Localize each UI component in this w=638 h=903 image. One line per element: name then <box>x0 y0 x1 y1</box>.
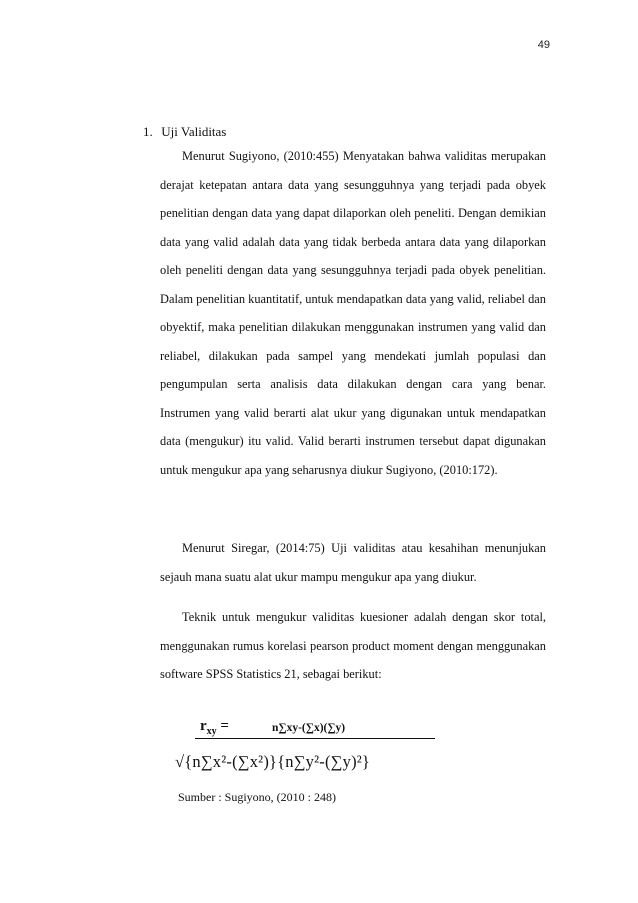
fraction-bar <box>195 738 435 739</box>
formula-numerator: n∑xy-(∑x)(∑y) <box>272 722 346 734</box>
paragraph-validity-definition <box>160 142 546 484</box>
paragraph-text: Teknik untuk mengukur validitas kuesioner adalah dengan skor total, menggunakan rumus korelasi pearson product moment dengan menggunakan software SPSS Statistics 21, sebagai berikut: <box>160 610 546 681</box>
formula-subscript: xy <box>206 726 217 737</box>
paragraph-technique <box>160 603 546 689</box>
section-title: Uji Validitas <box>161 124 227 139</box>
formula-denominator: √{n∑x²-(∑x²)}{n∑y²-(∑y)²} <box>175 752 371 771</box>
section-heading <box>143 124 226 140</box>
paragraph-text: Menurut Sugiyono, (2010:455) Menyatakan bahwa validitas merupakan derajat ketepatan antara data yang sesungguhnya yang terjadi pada obyek penelitian dengan data yang dapat dilaporkan oleh peneliti. Dengan demikian data yang valid adalah data yang tidak berbeda antara data yang dilaporkan oleh peneliti dengan data yang sesungguhnya terjadi pada obyek penelitian. Dalam penelitian kuantitatif, untuk mendapatkan data yang valid, reliabel dan obyektif, maka penelitian dilakukan menggunakan instrumen yang valid dan reliabel, dilakukan pada sampel yang mendekati jumlah populasi dan pengumpulan serta analisis data dilakukan dengan cara yang benar. Instrumen yang valid berarti alat ukur yang digunakan untuk mendapatkan data (mengukur) itu valid. Valid berarti instrumen tersebut dapat digunakan untuk mengukur apa yang seharusnya diukur Sugiyono, (2010:172). <box>160 149 546 477</box>
page-number: 49 <box>537 39 550 51</box>
paragraph-text: Menurut Siregar, (2014:75) Uji validitas atau kesahihan menunjukan sejauh mana suatu alat ukur mampu mengukur apa yang diukur. <box>160 541 546 584</box>
section-number: 1. <box>143 124 153 139</box>
formula-symbol: r <box>200 718 207 734</box>
formula-equals: = <box>220 718 229 734</box>
paragraph-siregar <box>160 534 546 591</box>
formula-lhs <box>200 718 229 737</box>
formula-source: Sumber : Sugiyono, (2010 : 248) <box>178 790 336 804</box>
